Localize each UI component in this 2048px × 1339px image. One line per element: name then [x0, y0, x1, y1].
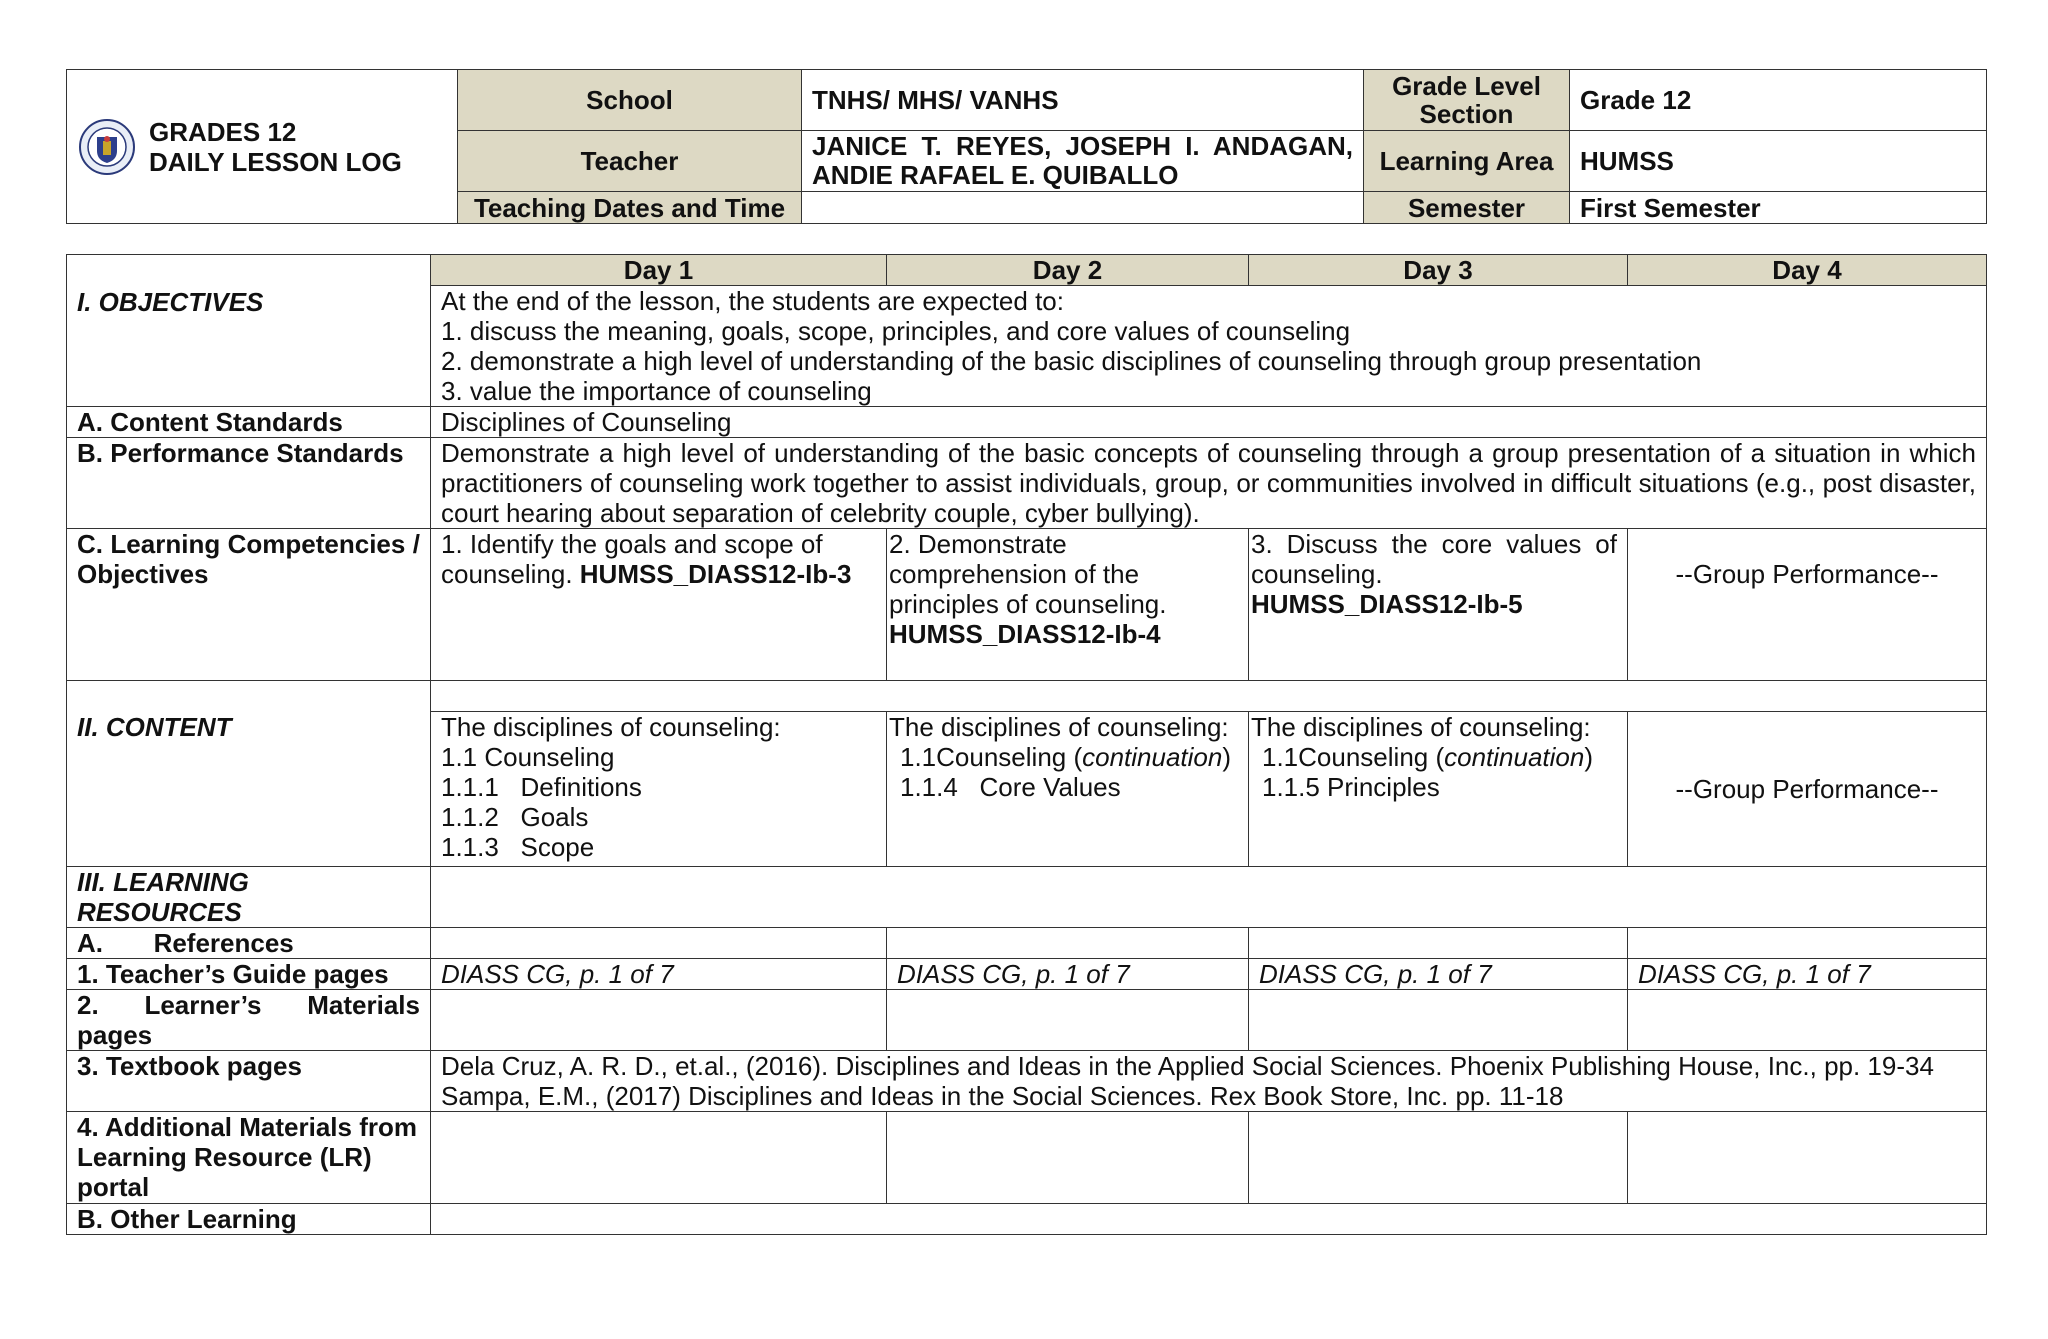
content-label: II. CONTENT	[67, 681, 431, 867]
semester-value: First Semester	[1570, 192, 1987, 224]
content-day1	[431, 712, 887, 867]
textbook-value	[431, 1051, 1987, 1112]
lesson-log-table	[66, 254, 1987, 1235]
content-day2-line: The disciplines of counseling:	[889, 712, 1229, 742]
competency-day3-text: 3. Discuss the core values of counseling.	[1251, 529, 1617, 589]
objective-item: 3. value the importance of counseling	[441, 376, 872, 406]
competency-day1-text: 1. Identify the goals and scope of counseling.	[441, 529, 823, 589]
content-day1-line: 1.1.2 Goals	[441, 802, 589, 832]
content-day4: --Group Performance--	[1628, 712, 1987, 867]
objectives-label: I. OBJECTIVES	[67, 255, 431, 407]
teachers-guide-day1: DIASS CG, p. 1 of 7	[431, 959, 887, 990]
learners-materials-label: 2. Learner’s Materials pages	[67, 990, 431, 1051]
objectives-intro: At the end of the lesson, the students are expected to:	[441, 286, 1064, 316]
additional-materials-label: 4. Additional Materials from Learning Resource (LR) portal	[67, 1112, 431, 1204]
competency-day2-text: 2. Demonstrate comprehension of the principles of counseling.	[889, 529, 1167, 619]
content-day3-line: 1.1.5 Principles	[1262, 772, 1440, 802]
header-logo-cell	[67, 70, 458, 224]
references-day4	[1628, 928, 1987, 959]
header-title-line2: DAILY LESSON LOG	[149, 146, 402, 177]
content-day3	[1249, 712, 1628, 867]
competency-day1	[431, 529, 887, 681]
references-day2	[887, 928, 1249, 959]
content-day1-line: The disciplines of counseling:	[441, 712, 781, 742]
objectives-text	[431, 286, 1987, 407]
teachers-guide-day3: DIASS CG, p. 1 of 7	[1249, 959, 1628, 990]
references-day3	[1249, 928, 1628, 959]
header-title-line1: GRADES 12	[149, 116, 297, 147]
learners-materials-day1	[431, 990, 887, 1051]
learners-materials-day2	[887, 990, 1249, 1051]
content-day3-line: 1.1Counseling (continuation)	[1262, 742, 1594, 772]
competencies-label: C. Learning Competencies / Objectives	[67, 529, 431, 681]
learning-area-label: Learning Area	[1364, 131, 1570, 192]
competency-day2-code: HUMSS_DIASS12-Ib-4	[889, 619, 1161, 649]
learning-resources-label: III. LEARNING RESOURCES	[67, 867, 431, 928]
deped-seal-icon	[79, 119, 135, 175]
content-standards-label: A. Content Standards	[67, 407, 431, 438]
competency-day2	[887, 529, 1249, 681]
content-day1-line: 1.1.1 Definitions	[441, 772, 642, 802]
content-spacer	[431, 681, 1987, 712]
content-day1-line: 1.1.3 Scope	[441, 832, 595, 862]
teacher-value: JANICE T. REYES, JOSEPH I. ANDAGAN, ANDIE RAFAEL E. QUIBALLO	[802, 131, 1364, 192]
teachers-guide-day2: DIASS CG, p. 1 of 7	[887, 959, 1249, 990]
references-day1	[431, 928, 887, 959]
day-header: Day 3	[1249, 255, 1628, 286]
content-day3-line: The disciplines of counseling:	[1251, 712, 1591, 742]
performance-standards-label: B. Performance Standards	[67, 438, 431, 529]
teaching-dates-label: Teaching Dates and Time	[458, 192, 802, 224]
content-day2-line: 1.1.4 Core Values	[900, 772, 1121, 802]
grade-level-label: Grade Level Section	[1364, 70, 1570, 131]
textbook-reference: Sampa, E.M., (2017) Disciplines and Ideas in the Social Sciences. Rex Book Store, Inc. pp. 11-18	[441, 1081, 1564, 1111]
competency-day3	[1249, 529, 1628, 681]
teacher-label: Teacher	[458, 131, 802, 192]
header-table	[66, 69, 1987, 224]
other-learning-value	[431, 1204, 1987, 1235]
other-learning-label: B. Other Learning	[67, 1204, 431, 1235]
learners-materials-day3	[1249, 990, 1628, 1051]
content-day2-line: 1.1Counseling (continuation)	[900, 742, 1232, 772]
performance-standards-value: Demonstrate a high level of understanding of the basic concepts of counseling through a group presentation of a situation in which practitioners of counseling work together to assist individuals, group, or communities involved in difficult situations (e.g., post disaster, court hearing about separation of celebrity couple, cyber bullying).	[431, 438, 1987, 529]
objective-item: 1. discuss the meaning, goals, scope, principles, and core values of counseling	[441, 316, 1351, 346]
additional-materials-day3	[1249, 1112, 1628, 1204]
learning-area-value: HUMSS	[1570, 131, 1987, 192]
teachers-guide-day4: DIASS CG, p. 1 of 7	[1628, 959, 1987, 990]
learning-resources-value	[431, 867, 1987, 928]
school-value: TNHS/ MHS/ VANHS	[802, 70, 1364, 131]
objective-item: 2. demonstrate a high level of understanding of the basic disciplines of counseling through group presentation	[441, 346, 1702, 376]
textbook-reference: Dela Cruz, A. R. D., et.al., (2016). Disciplines and Ideas in the Applied Social Sciences. Phoenix Publishing House, Inc., pp. 19-34	[441, 1051, 1934, 1081]
content-day2	[887, 712, 1249, 867]
content-day1-line: 1.1 Counseling	[441, 742, 615, 772]
day-header: Day 2	[887, 255, 1249, 286]
day-header: Day 1	[431, 255, 887, 286]
grade-level-value: Grade 12	[1570, 70, 1987, 131]
additional-materials-day4	[1628, 1112, 1987, 1204]
additional-materials-day1	[431, 1112, 887, 1204]
competency-day1-code: HUMSS_DIASS12-Ib-3	[579, 559, 852, 589]
textbook-label: 3. Textbook pages	[67, 1051, 431, 1112]
additional-materials-day2	[887, 1112, 1249, 1204]
competency-day3-code: HUMSS_DIASS12-Ib-5	[1251, 589, 1523, 619]
learners-materials-day4	[1628, 990, 1987, 1051]
school-label: School	[458, 70, 802, 131]
semester-label: Semester	[1364, 192, 1570, 224]
teachers-guide-label: 1. Teacher’s Guide pages	[67, 959, 431, 990]
content-standards-value: Disciplines of Counseling	[431, 407, 1987, 438]
teaching-dates-value	[802, 192, 1364, 224]
competency-day4: --Group Performance--	[1628, 529, 1987, 681]
day-header: Day 4	[1628, 255, 1987, 286]
references-label: A. References	[67, 928, 431, 959]
